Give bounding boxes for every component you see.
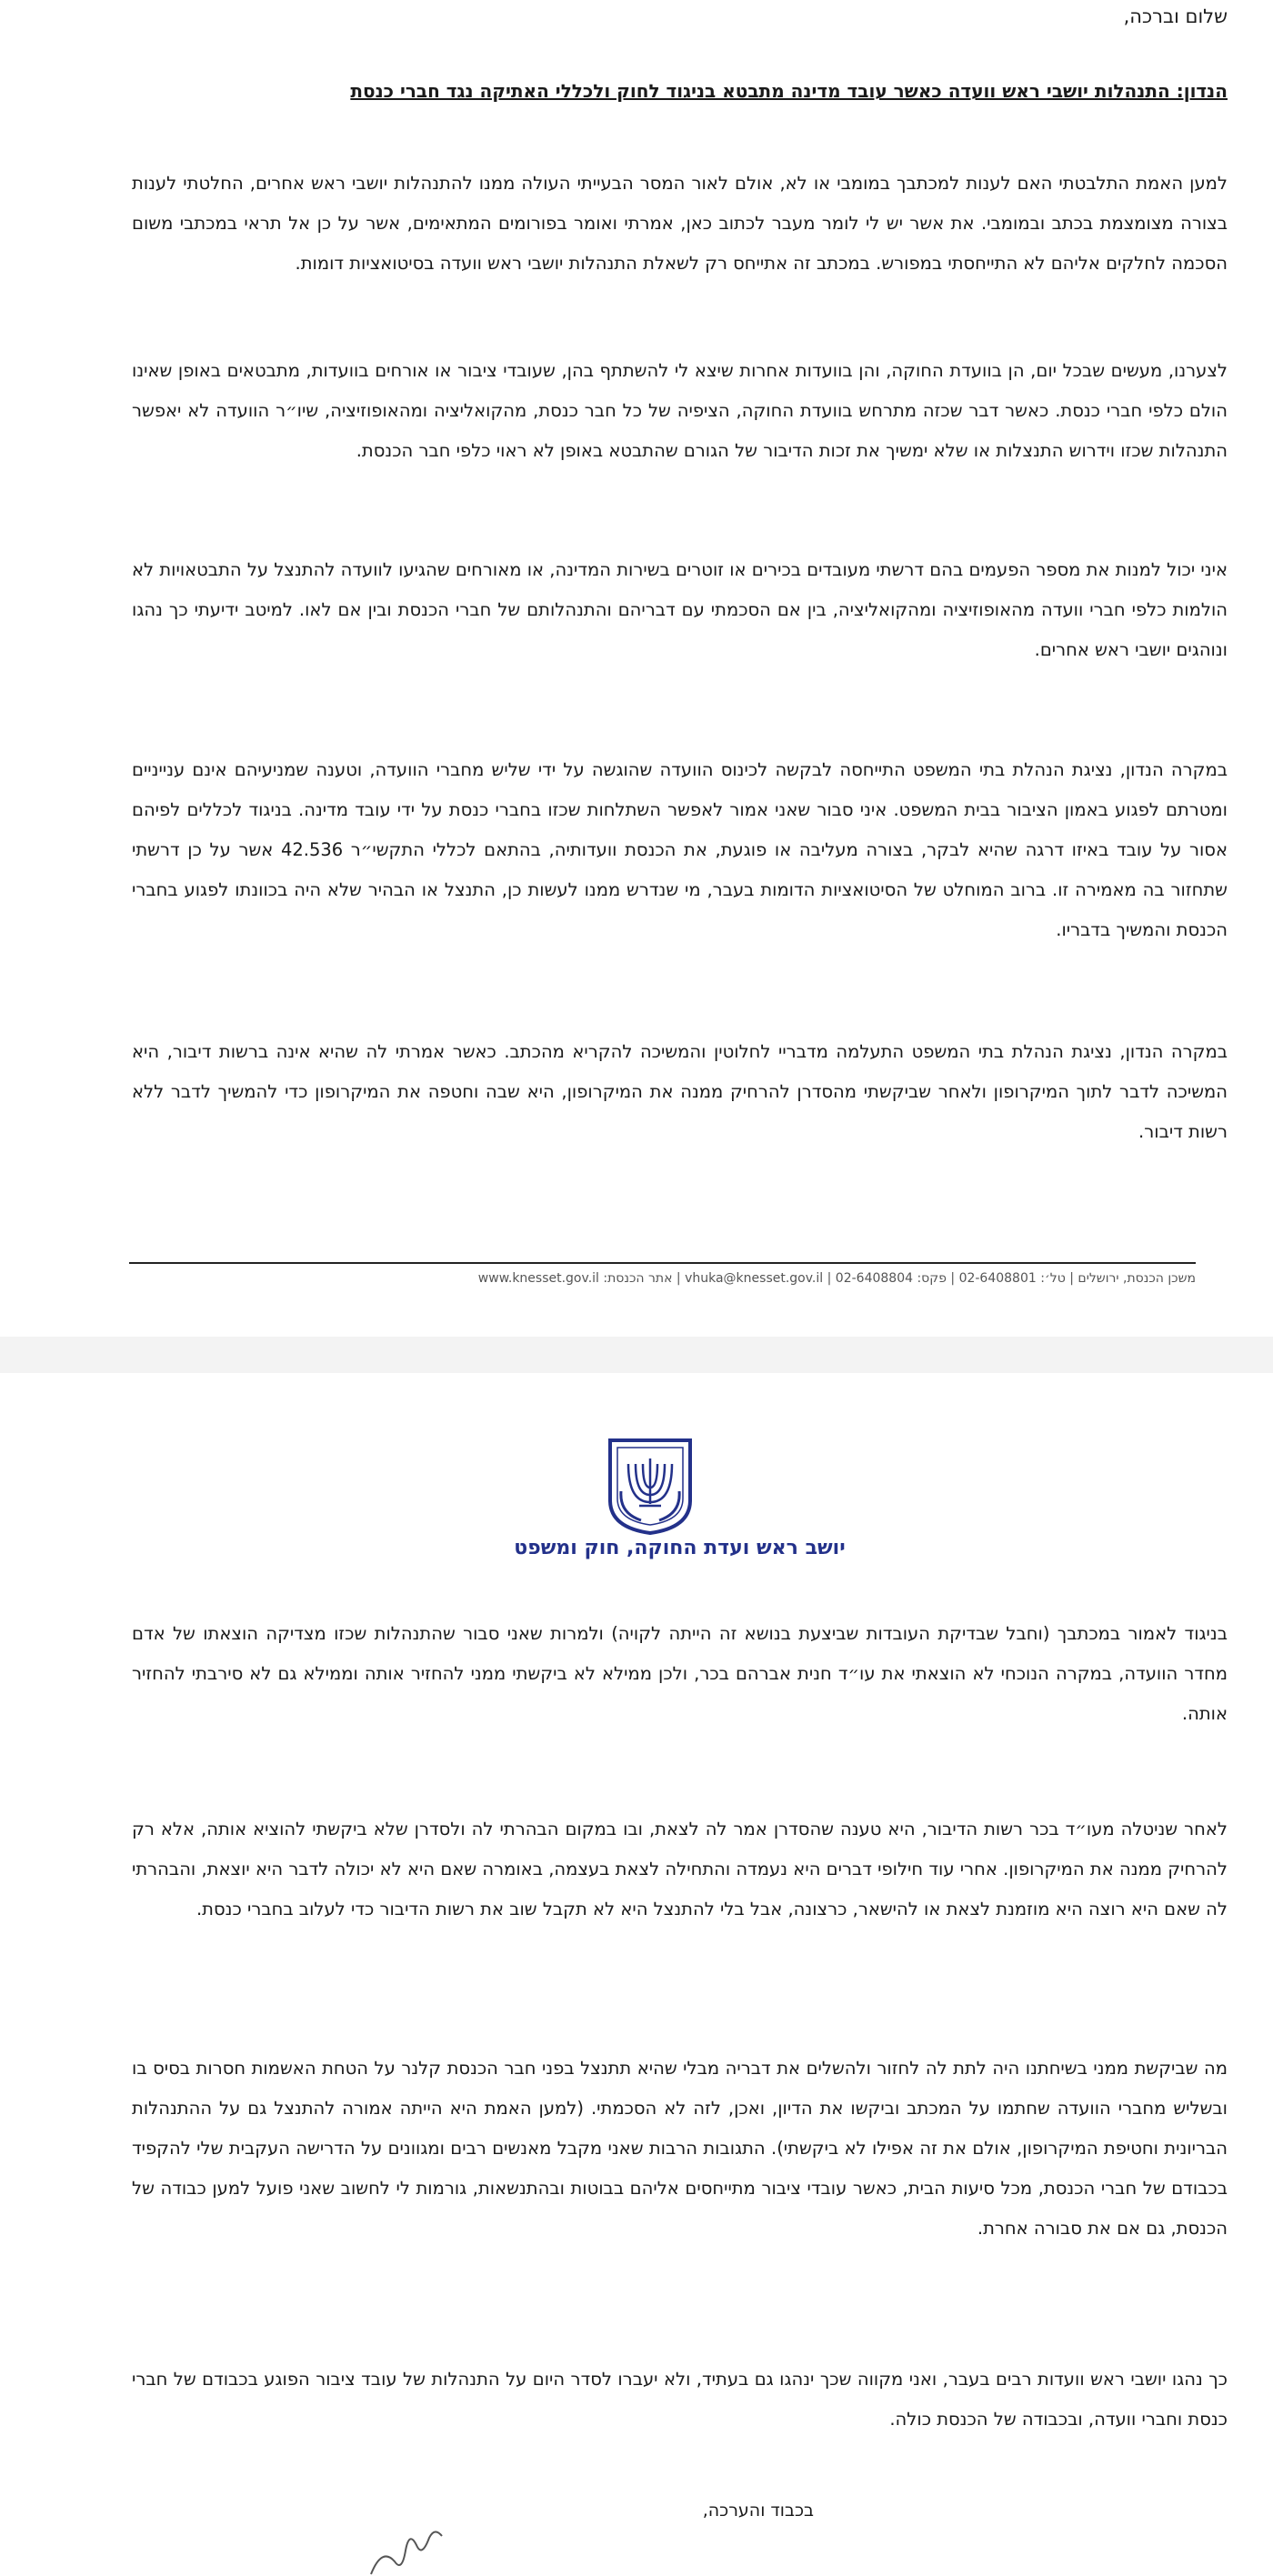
knesset-emblem-icon (605, 1437, 696, 1537)
paragraph: במקרה הנדון, נציגת הנהלת בתי המשפט התייחסה לבקשה לכינוס הוועדה שהוגשה על ידי שליש מחברי הוועדה, וטענה שמניעיהם אינם ענייניים ומטרתם לפגוע באמון הציבור בבית המשפט. איני סבור שאני אמור לאפשר השתלחות שכזו בחברי כנסת על ידי עובד מדינה. בניגוד לכללים לפיהם אסור על עובד באיזו דרגה שהיא לבקר, בצורה מעליבה או פוגעת, את הכנסת וועדותיה, בהתאם לכללי התקשי״ר 42.536 אשר על כן דרשתי שתחזור בה מאמירה זו. ברוב המוחלט של הסיטואציות הדומות בעבר, מי שנדרש ממנו לעשות כן, התנצל או הבהיר שלא היה בכוונתו לפגוע בחברי הכנסת והמשיך בדבריו. (132, 759, 1228, 940)
paragraph: למען האמת התלבטתי האם לענות למכתבך במומבי או לא, אולם לאור המסר הבעייתי העולה ממנו להתנהלות יושבי ראש אחרים, החלטתי לענות בצורה מצומצמת בכתב ובמומבי. את אשר יש לי לומר מעבר לכתוב כאן, אמרתי ואומר בפורומים המתאימים, אשר על כן אל תראי במכתבי משום הסכמה לחלקים אליהם לא התייחסתי במפורש. במכתב זה אתייחס רק לשאלת התנהלות יושבי ראש וועדה בסיטואציות דומות. (132, 173, 1228, 274)
closing-line: בכבוד והערכה, (702, 2501, 814, 2521)
footer-divider (129, 1262, 1196, 1264)
subject-line: הנדון: התנהלות יושבי ראש וועדה כאשר עובד מדינה מתבטא בניגוד לחוק ולכללי האתיקה נגד חברי כנסת (350, 80, 1228, 102)
paragraph: איני יכול למנות את מספר הפעמים בהם דרשתי מעובדים בכירים או זוטרים בשירות המדינה, או מאורחים שהגיעו לוועדה להתנצל על התבטאויות לא הולמות כלפי חברי וועדה מהאופוזיציה ומהקואליציה, בין אם הסכמתי עם דבריהם והתנהלותם של חברי הכנסת ובין אם לאו. למיטב ידיעתי כך נהגו ונוהגים יושבי ראש אחרים. (132, 559, 1228, 660)
paragraph: לאחר שניטלה מעו״ד בכר רשות הדיבור, היא טענה שהסדרן אמר לה לצאת, ובו במקום הבהרתי לה ולסדרן שלא ביקשתי להוציא אותה, אלא רק להרחיק ממנה את המיקרופון. אחרי עוד חילופי דברים היא נעמדה והתחילה לצאת בעצמה, באומרה שאם היא לא יכולה לדבר היא יוצאת, והבהרתי לה שאם היא רוצה היא מוזמנת לצאת או להישאר, כרצונה, אבל בלי להתנצל היא לא תקבל שוב את רשות הדיבור כדי לעלוב בחברי כנסת. (132, 1819, 1228, 1919)
paragraph: כך נהגו יושבי ראש וועדות רבים בעבר, ואני מקווה שכך ינהגו גם בעתיד, ולא יעברו לסדר היום על התנהלות של עובד ציבור הפוגע בכבודם של חברי כנסת וחברי וועדה, ובכבודה של הכנסת כולה. (132, 2369, 1228, 2430)
committee-title: יושב ראש ועדת החוקה, חוק ומשפט (514, 1537, 846, 1559)
paragraph: לצערנו, מעשים שבכל יום, הן בוועדת החוקה, והן בוועדות אחרות שיצא לי להשתתף בהן, שעובדי ציבור או אורחים בוועדות, מתבטאים באופן שאינו הולם כלפי חברי כנסת. כאשר דבר שכזה מתרחש בוועדת החוקה, הציפיה של כל חבר כנסת, מהקואליציה ומהאופוזיציה, שיו״ר הוועדה לא יאפשר התנהלות שכזו וידרוש התנצלות או שלא ימשיך את זכות הדיבור של הגורם שהתבטא באופן לא ראוי כלפי חבר הכנסת. (132, 360, 1228, 461)
paragraph: בניגוד לאמור במכתבך (וחבל שבדיקת העובדות שביצעת בנושא זה הייתה לקויה) ולמרות שאני סבור שהתנהלות שכזו מצדיקה הוצאתו של אדם מחדר הוועדה, במקרה הנוכחי לא הוצאתי את עו״ד חנית אברהם בכר, ולכן ממילא לא ביקשתי ממני להחזיר אותה וממילא גם לא סירבתי להחזיר אותה. (132, 1623, 1228, 1724)
paragraph: מה שביקשת ממני בשיחתנו היה לתת לה לחזור ולהשלים את דבריה מבלי שהיא תתנצל בפני חבר הכנסת קלנר על הטחת האשמות חסרות בסיס בו ובשליש מחברי הוועדה שחתמו על המכתב וביקשו את הדיון, ואכן, לזה לא הסכמתי. (למען האמת היא הייתה אמורה להתנצל גם על ההתנהלות הבריונית וחטיפת המיקרופון, אולם את זה אפילו לא ביקשתי). התגובות הרבות שאני מקבל מאנשים רבים ומגוונים על הדרישה העקבית שלי להקפיד בכבודם של חברי הכנסת, מכל סיעות הבית, כאשר עובדי ציבור מתייחסים אליהם בבוטות ובהתנשאות, גורמות לי לחשוב שאני פועל למען כבודה של הכנסת, גם אם את סבורה אחרת. (132, 2058, 1228, 2239)
footer-contact: משכן הכנסת, ירושלים | טל׳: 02-6408801 | פקס: 02-6408804 | vhuka@knesset.gov.il | אתר הכנסת: www.knesset.gov.il (477, 1271, 1196, 1286)
paragraph: במקרה הנדון, נציגת הנהלת בתי המשפט התעלמה מדבריי לחלוטין והמשיכה להקריא מהכתב. כאשר אמרתי לה שהיא אינה ברשות דיבור, היא המשיכה לדבר לתוך המיקרופון ולאחר שביקשתי מהסדרן להרחיק ממנה את המיקרופון, היא שבה וחטפה את המיקרופון כדי להמשיך לדבר ללא רשות דיבור. (132, 1041, 1228, 1142)
letter-page-2 (0, 1373, 1273, 2576)
signature-icon (364, 2523, 464, 2576)
greeting: שלום וברכה, (1123, 5, 1228, 27)
